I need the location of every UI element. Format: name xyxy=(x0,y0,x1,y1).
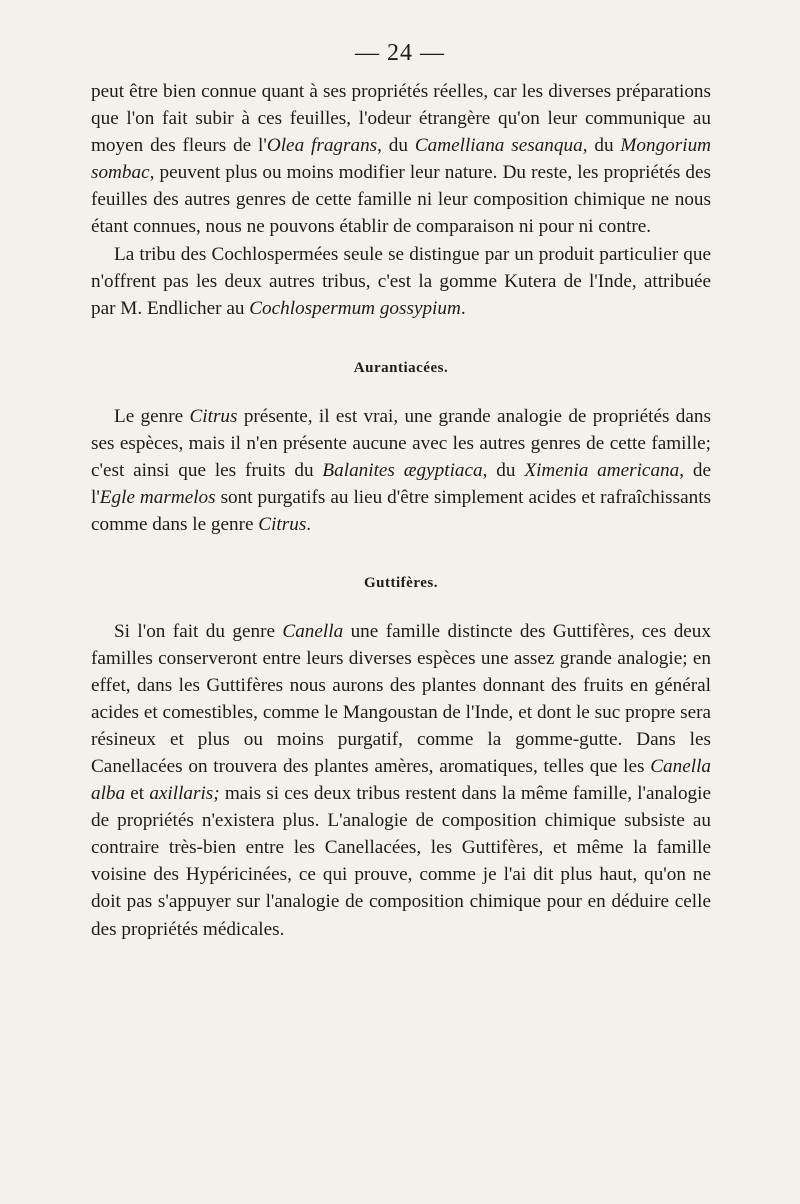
taxon-name: Citrus xyxy=(258,514,307,536)
text-run: , du xyxy=(482,460,525,482)
text-run: , peuvent plus ou moins modifier leur nature. Du reste, les propriétés des feuilles des autres genres de cette famille ni leur composition chimique ne nous étant connues, nous ne pouvons établir de comparaison ni pour ni contre. xyxy=(91,162,711,238)
text-run: une famille distincte des Guttifères, ces deux familles conserveront entre leurs diverses espèces une assez grande analogie; en effet, dans les Guttifères nous aurons des plantes donnant des fruits en général acides et comestibles, comme le Mangoustan de l'Inde, et dont le suc propre sera résineux et plus ou moins purgatif, comme la gomme-gutte. Dans les Canellacées on trouvera des plantes amères, aromatiques, telles que les xyxy=(91,620,711,777)
taxon-name: Olea fragrans xyxy=(266,135,378,157)
paragraph-1 xyxy=(91,78,711,241)
taxon-name: Canella xyxy=(282,620,344,642)
text-run: Le genre xyxy=(114,405,190,427)
text-run: peut être bien connue quant à ses propriétés réelles, car les diverses préparations que l'on fait subir à ces feuilles, l'odeur étrangère qu'on leur communique au moyen des fleurs de l' xyxy=(91,81,711,157)
taxon-name: Mongorium sombac xyxy=(91,135,712,184)
text-run: , du xyxy=(377,135,415,157)
taxon-name: Egle marmelos xyxy=(99,487,216,509)
text-run: . xyxy=(460,297,466,319)
text-run: sont purgatifs au lieu d'être simplement acides et rafraîchissants comme dans le genre xyxy=(91,487,711,536)
text-run: présente, il est vrai, une grande analogie de propriétés dans ses espèces, mais il n'en présente aucune avec les autres genres de cette famille; c'est ainsi que les fruits du xyxy=(91,405,711,482)
taxon-name: axillaris; xyxy=(149,783,220,805)
text-run: , du xyxy=(582,135,621,157)
taxon-name: Camelliana sesanqua xyxy=(414,135,583,157)
taxon-name: Canella alba xyxy=(91,755,711,805)
text-run: . xyxy=(306,514,312,536)
text-run: et xyxy=(125,783,150,805)
taxon-name: Cochlospermum gossypium xyxy=(249,297,461,319)
paragraph-2 xyxy=(91,241,711,322)
section-heading-aurantiacees: Aurantiacées. xyxy=(353,359,449,376)
taxon-name: Citrus xyxy=(189,405,238,427)
section-heading-guttiferes: Guttifères. xyxy=(364,575,438,592)
paragraph-3 xyxy=(91,403,711,538)
page-body xyxy=(91,78,711,943)
page-number: — 24 — xyxy=(355,40,445,66)
taxon-name: Balanites ægyptiaca xyxy=(322,460,483,482)
taxon-name: Ximenia americana xyxy=(524,460,680,482)
paragraph-4 xyxy=(91,618,711,943)
text-run: mais si ces deux tribus restent dans la même famille, l'analogie de propriétés n'existera plus. L'analogie de composition chimique subsiste au contraire très-bien entre les Canellacées, les Guttifères, et même la famille voisine des Hypéricinées, ce qui prouve, comme je l'ai dit plus haut, qu'on ne doit pas s'appuyer sur l'analogie de composition chimique pour en déduire celle des propriétés médicales. xyxy=(91,783,711,940)
text-run: La tribu des Cochlospermées seule se distingue par un produit particulier que n'offrent pas les deux autres tribus, c'est la gomme Kutera de l'Inde, attribuée par M. Endlicher au xyxy=(91,243,711,319)
text-run: Si l'on fait du genre xyxy=(114,620,283,642)
text-run: , de l' xyxy=(91,460,712,509)
